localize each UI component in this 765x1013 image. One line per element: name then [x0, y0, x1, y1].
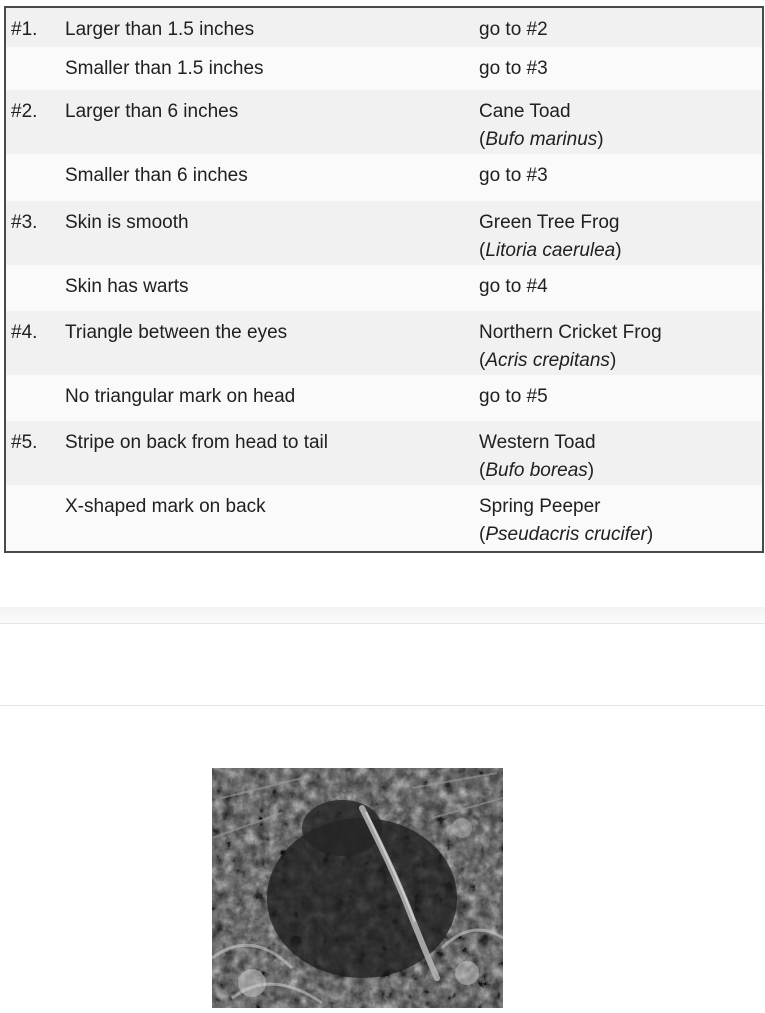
- trait-description: Larger than 6 inches: [65, 101, 239, 122]
- result-text: go to #3: [479, 58, 548, 79]
- common-name: Western Toad: [479, 432, 596, 453]
- trait-description: Smaller than 6 inches: [65, 165, 248, 186]
- key-row-4b: [6, 375, 762, 421]
- result-text: go to #5: [479, 386, 548, 407]
- trait-description: Larger than 1.5 inches: [65, 19, 255, 40]
- species-result: Northern Cricket Frog (Acris crepitans): [479, 322, 662, 371]
- key-row-3a: [6, 201, 762, 265]
- step-number: #5.: [11, 432, 38, 453]
- step-number: #4.: [11, 322, 38, 343]
- key-row-1b: [6, 47, 762, 90]
- trait-description: Smaller than 1.5 inches: [65, 58, 264, 79]
- key-row-5a: [6, 421, 762, 485]
- divider-line: [0, 705, 765, 706]
- species-result: Spring Peeper (Pseudacris crucifer): [479, 496, 654, 545]
- result-text: go to #2: [479, 19, 548, 40]
- trait-description: Triangle between the eyes: [65, 322, 288, 343]
- key-row-3b: [6, 265, 762, 311]
- scientific-name: Acris crepitans: [485, 350, 610, 371]
- species-result: Green Tree Frog (Litoria caerulea): [479, 212, 622, 261]
- trait-description: Skin has warts: [65, 276, 189, 297]
- result-text: go to #4: [479, 276, 548, 297]
- scientific-name: Bufo boreas: [485, 460, 588, 481]
- common-name: Cane Toad: [479, 101, 571, 122]
- key-row-5b: [6, 485, 762, 553]
- result-text: go to #3: [479, 165, 548, 186]
- key-row-2a: [6, 90, 762, 154]
- species-result: Western Toad (Bufo boreas): [479, 432, 596, 481]
- species-result: Cane Toad (Bufo marinus): [479, 101, 604, 150]
- common-name: Northern Cricket Frog: [479, 322, 662, 343]
- trait-description: No triangular mark on head: [65, 386, 296, 407]
- toad-photo: [212, 768, 503, 1008]
- step-number: #3.: [11, 212, 38, 233]
- step-number: #1.: [11, 19, 38, 40]
- key-row-4a: [6, 311, 762, 375]
- common-name: Green Tree Frog: [479, 212, 620, 233]
- key-row-1a: [6, 8, 762, 47]
- trait-description: X-shaped mark on back: [65, 496, 266, 517]
- scientific-name: Bufo marinus: [485, 129, 598, 150]
- trait-description: Stripe on back from head to tail: [65, 432, 328, 453]
- trait-description: Skin is smooth: [65, 212, 189, 233]
- dichotomous-key-table: [4, 6, 764, 553]
- common-name: Spring Peeper: [479, 496, 601, 517]
- section-divider: [0, 607, 765, 624]
- step-number: #2.: [11, 101, 38, 122]
- scientific-name: Litoria caerulea: [485, 240, 616, 261]
- key-row-2b: [6, 154, 762, 201]
- scientific-name: Pseudacris crucifer: [485, 524, 647, 545]
